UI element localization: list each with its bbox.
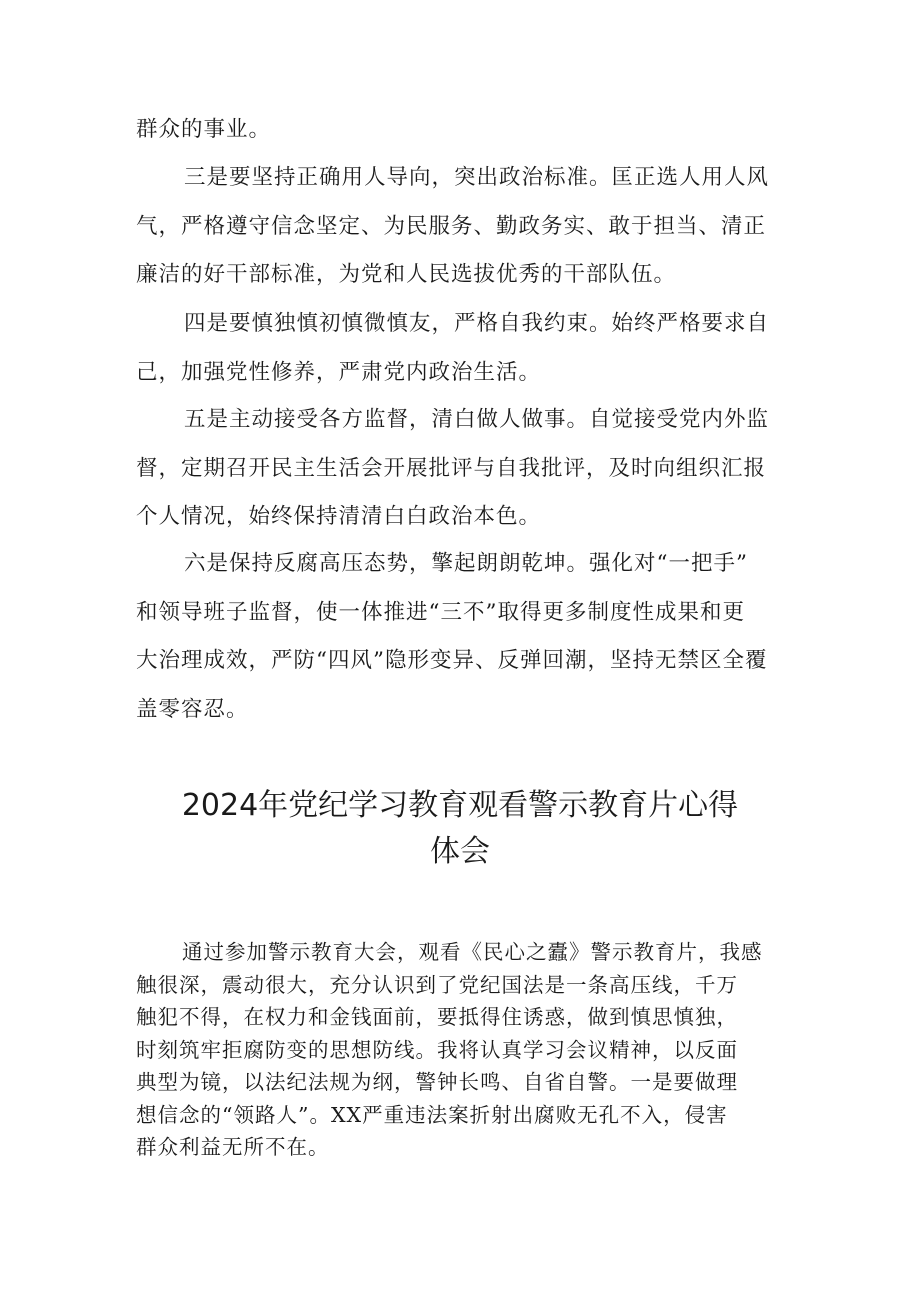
text-line: 个人情况，始终保持清清白白政治本色。 (136, 504, 542, 529)
paragraph-continuation (136, 106, 796, 154)
paragraph-body (136, 936, 796, 1164)
text-line: 时刻筑牢拒腐防变的思想防线。我将认真学习会议精神，以反面 (136, 1037, 738, 1062)
text-line: 典型为镜，以法纪法规为纲，警钟长鸣、自省自警。一是要做理 (136, 1070, 738, 1094)
title-line: 2024年党纪学习教育观看警示教育片心得 (181, 788, 739, 823)
text-line: 触很深，震动很大，充分认识到了党纪国法是一条高压线，千万 (136, 972, 738, 997)
paragraph-point-four (136, 300, 796, 397)
text-line: 廉洁的好干部标准，为党和人民选拔优秀的干部队伍。 (136, 262, 677, 287)
text-line: 和领导班子监督，使一体推进“三不”取得更多制度性成果和更 (136, 599, 745, 625)
text-line: 大治理成效，严防“四风”隐形变异、反弹回潮，坚持无禁区全覆 (136, 648, 768, 673)
text-line: 五是主动接受各方监督，清白做人做事。自觉接受党内外监 (184, 407, 770, 432)
text-line: 群众的事业。 (136, 117, 272, 142)
paragraph-point-six (136, 540, 796, 734)
text-line: 六是保持反腐高压态势，擎起朗朗乾坤。强化对“一把手” (184, 551, 748, 576)
title-line: 体会 (430, 834, 490, 869)
paragraph-point-three (136, 154, 796, 300)
text-line: 四是要慎独慎初慎微慎友，严格自我约束。始终严格要求自 (184, 311, 770, 336)
text-line: 三是要坚持正确用人导向，突出政治标准。匡正选人用人风 (184, 165, 770, 190)
paragraph-point-five (136, 396, 796, 542)
text-line: 通过参加警示教育大会，观看《民心之蠹》警示教育片，我感 (182, 940, 763, 964)
text-line: 己，加强党性修养，严肃党内政治生活。 (136, 359, 542, 385)
text-line: 督，定期召开民主生活会开展批评与自我批评，及时向组织汇报 (136, 455, 767, 481)
document-title (130, 783, 790, 875)
text-line: 想信念的“领路人”。XX严重违法案折射出腐败无孔不入，侵害 (136, 1102, 728, 1127)
text-line: 盖零容忍。 (136, 696, 249, 722)
text-line: 群众利益无所不在。 (136, 1135, 330, 1159)
text-line: 气，严格遵守信念坚定、为民服务、勤政务实、敢于担当、清正 (136, 213, 767, 239)
text-line: 触犯不得，在权力和金钱面前，要抵得住诱惑，做到慎思慎独， (136, 1005, 738, 1029)
